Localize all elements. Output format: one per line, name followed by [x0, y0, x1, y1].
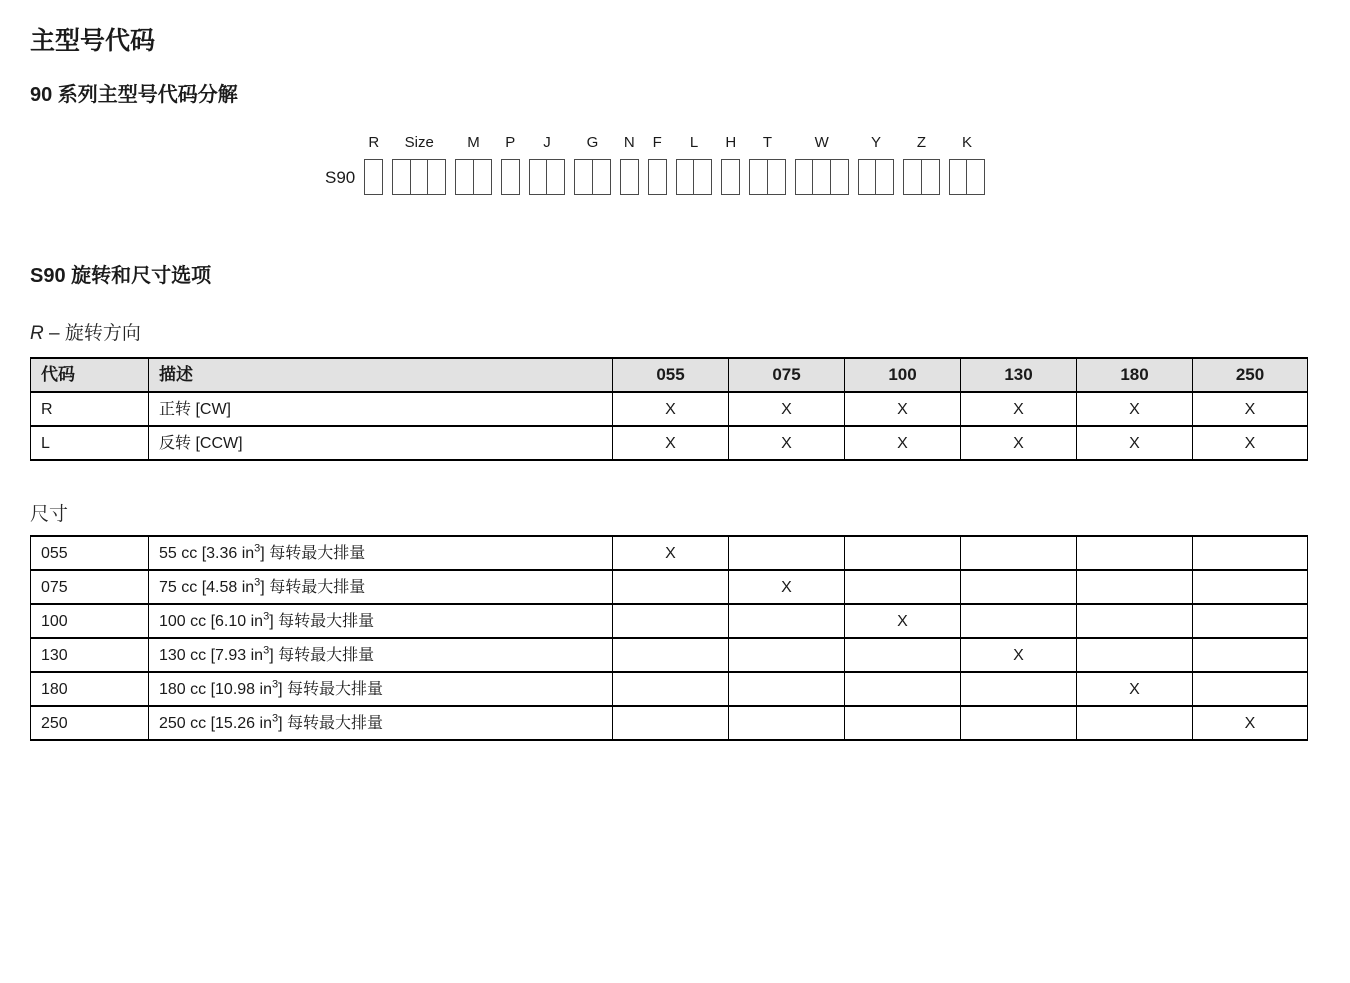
- mark-cell: [729, 536, 845, 570]
- header-cell-size-075: 075: [729, 358, 845, 392]
- code-box: [721, 159, 740, 195]
- mark-cell: [729, 672, 845, 706]
- code-group-l: [676, 135, 713, 195]
- code-group-label: M: [467, 133, 480, 151]
- code-boxes: [949, 159, 986, 195]
- mark-cell: X: [1193, 392, 1308, 426]
- code-cell: 075: [31, 570, 149, 604]
- mark-cell: X: [1077, 392, 1193, 426]
- mark-cell: X: [845, 392, 961, 426]
- model-code-prefix: S90: [325, 167, 356, 187]
- code-group-t: [749, 135, 786, 195]
- mark-cell: [845, 570, 961, 604]
- mark-cell: X: [961, 426, 1077, 460]
- code-cell: 180: [31, 672, 149, 706]
- code-group-w: [795, 135, 849, 195]
- code-box: [392, 159, 411, 195]
- code-boxes: [501, 159, 520, 195]
- mark-cell: [1193, 672, 1308, 706]
- code-group-label: G: [586, 133, 599, 151]
- code-cell: 250: [31, 706, 149, 740]
- code-box: [921, 159, 940, 195]
- code-box: [830, 159, 849, 195]
- code-group-label: Y: [870, 133, 881, 151]
- mark-cell: [613, 672, 729, 706]
- page-title: 主型号代码: [30, 27, 156, 55]
- code-group-z: [903, 135, 940, 195]
- rotation-row-ccw: [31, 426, 1308, 460]
- options-section-heading: S90 旋转和尺寸选项: [30, 264, 212, 287]
- code-box: [427, 159, 446, 195]
- code-boxes: [648, 159, 667, 195]
- code-boxes: [721, 159, 740, 195]
- description-cell: 250 cc [15.26 $in^3$] 每转最大排量: [149, 706, 613, 740]
- mark-cell: X: [845, 426, 961, 460]
- header-cell-size-055: 055: [613, 358, 729, 392]
- mark-cell: [845, 638, 961, 672]
- mark-cell: X: [729, 570, 845, 604]
- size-row-130: [31, 638, 1308, 672]
- code-box: [858, 159, 877, 195]
- mark-cell: X: [1077, 426, 1193, 460]
- mark-cell: X: [1193, 706, 1308, 740]
- mark-cell: [613, 604, 729, 638]
- code-group-label: Z: [916, 133, 927, 151]
- code-box: [749, 159, 768, 195]
- code-group-n: [620, 135, 639, 195]
- code-boxes: [529, 159, 566, 195]
- header-cell-code: 代码: [31, 358, 149, 392]
- code-group-label: T: [762, 133, 773, 151]
- code-box: [364, 159, 383, 195]
- code-boxes: [364, 159, 383, 195]
- code-group-r: [364, 135, 383, 195]
- mark-cell: [1193, 604, 1308, 638]
- code-boxes: [676, 159, 713, 195]
- code-cell: L: [31, 426, 149, 460]
- section-subtitle: 90 系列主型号代码分解: [30, 83, 238, 106]
- code-boxes: [749, 159, 786, 195]
- code-group-y: [858, 135, 895, 195]
- code-box: [795, 159, 814, 195]
- code-group-label: W: [814, 133, 829, 151]
- header-cell-description: 描述: [149, 358, 613, 392]
- description-cell: 反转 [CCW]: [149, 426, 613, 460]
- description-cell: 正转 [CW]: [149, 392, 613, 426]
- size-row-075: [31, 570, 1308, 604]
- mark-cell: [1077, 536, 1193, 570]
- mark-cell: [1077, 604, 1193, 638]
- code-boxes: [620, 159, 639, 195]
- mark-cell: X: [961, 638, 1077, 672]
- header-cell-size-100: 100: [845, 358, 961, 392]
- mark-cell: X: [845, 604, 961, 638]
- mark-cell: [1077, 570, 1193, 604]
- code-box: [648, 159, 667, 195]
- mark-cell: [1077, 638, 1193, 672]
- code-cell: 055: [31, 536, 149, 570]
- code-boxes: [574, 159, 611, 195]
- code-group-label: R: [368, 133, 380, 151]
- mark-cell: X: [613, 426, 729, 460]
- mark-cell: [1193, 638, 1308, 672]
- code-group-label: H: [725, 133, 737, 151]
- code-group-label: N: [623, 133, 635, 151]
- code-group-label: J: [543, 133, 551, 151]
- code-group-j: [529, 135, 566, 195]
- rotation-row-cw: [31, 392, 1308, 426]
- code-boxes: [795, 159, 849, 195]
- code-group-label: K: [961, 133, 972, 151]
- code-box: [546, 159, 565, 195]
- mark-cell: [729, 604, 845, 638]
- code-box: [410, 159, 429, 195]
- mark-cell: [845, 672, 961, 706]
- code-cell: R: [31, 392, 149, 426]
- mark-cell: X: [613, 392, 729, 426]
- rotation-direction-label: [30, 323, 1320, 345]
- mark-cell: X: [729, 426, 845, 460]
- description-cell: 180 cc [10.98 $in^3$] 每转最大排量: [149, 672, 613, 706]
- model-code-diagram: [325, 135, 1320, 195]
- code-cell: 100: [31, 604, 149, 638]
- code-group-p: [501, 135, 520, 195]
- code-box: [812, 159, 831, 195]
- rotation-header-row: [31, 358, 1308, 392]
- mark-cell: [961, 604, 1077, 638]
- code-cell: 130: [31, 638, 149, 672]
- mark-cell: [845, 706, 961, 740]
- mark-cell: [1193, 536, 1308, 570]
- mark-cell: [961, 536, 1077, 570]
- code-box: [903, 159, 922, 195]
- header-cell-size-180: 180: [1077, 358, 1193, 392]
- code-group-h: [721, 135, 740, 195]
- size-section-label: 尺寸: [30, 504, 69, 526]
- mark-cell: X: [613, 536, 729, 570]
- code-group-k: [949, 135, 986, 195]
- description-cell: 100 cc [6.10 $in^3$] 每转最大排量: [149, 604, 613, 638]
- mark-cell: [1077, 706, 1193, 740]
- mark-cell: [961, 672, 1077, 706]
- code-group-label: F: [652, 133, 662, 151]
- mark-cell: [613, 570, 729, 604]
- model-code-groups: [364, 135, 985, 195]
- header-cell-size-250: 250: [1193, 358, 1308, 392]
- description-cell: 75 cc [4.58 $in^3$] 每转最大排量: [149, 570, 613, 604]
- size-row-100: [31, 604, 1308, 638]
- mark-cell: [845, 536, 961, 570]
- code-box: [529, 159, 548, 195]
- code-group-label: Size: [404, 133, 434, 151]
- mark-cell: X: [1193, 426, 1308, 460]
- mark-cell: [1193, 570, 1308, 604]
- code-box: [592, 159, 611, 195]
- code-boxes: [858, 159, 895, 195]
- code-box: [501, 159, 520, 195]
- rotation-direction-table: [30, 357, 1308, 461]
- mark-cell: [613, 706, 729, 740]
- code-group-f: [648, 135, 667, 195]
- mark-cell: [729, 638, 845, 672]
- code-box: [676, 159, 695, 195]
- size-row-055: [31, 536, 1308, 570]
- code-group-size: [392, 135, 446, 195]
- description-cell: 55 cc [3.36 $in^3$] 每转最大排量: [149, 536, 613, 570]
- rotation-code-letter: R: [30, 322, 44, 344]
- rotation-label-text: – 旋转方向: [43, 322, 141, 344]
- description-cell: 130 cc [7.93 $in^3$] 每转最大排量: [149, 638, 613, 672]
- code-box: [949, 159, 968, 195]
- header-cell-size-130: 130: [961, 358, 1077, 392]
- code-box: [693, 159, 712, 195]
- code-group-label: P: [505, 133, 516, 151]
- code-group-m: [455, 135, 492, 195]
- mark-cell: [961, 706, 1077, 740]
- code-box: [875, 159, 894, 195]
- code-box: [473, 159, 492, 195]
- code-group-g: [574, 135, 611, 195]
- mark-cell: [961, 570, 1077, 604]
- code-box: [574, 159, 593, 195]
- mark-cell: X: [1077, 672, 1193, 706]
- mark-cell: [613, 638, 729, 672]
- code-box: [966, 159, 985, 195]
- code-group-label: L: [689, 133, 699, 151]
- code-boxes: [392, 159, 446, 195]
- size-table: [30, 535, 1308, 741]
- mark-cell: [729, 706, 845, 740]
- size-row-180: [31, 672, 1308, 706]
- code-boxes: [455, 159, 492, 195]
- code-box: [767, 159, 786, 195]
- code-box: [620, 159, 639, 195]
- code-box: [455, 159, 474, 195]
- mark-cell: X: [961, 392, 1077, 426]
- code-boxes: [903, 159, 940, 195]
- size-row-250: [31, 706, 1308, 740]
- mark-cell: X: [729, 392, 845, 426]
